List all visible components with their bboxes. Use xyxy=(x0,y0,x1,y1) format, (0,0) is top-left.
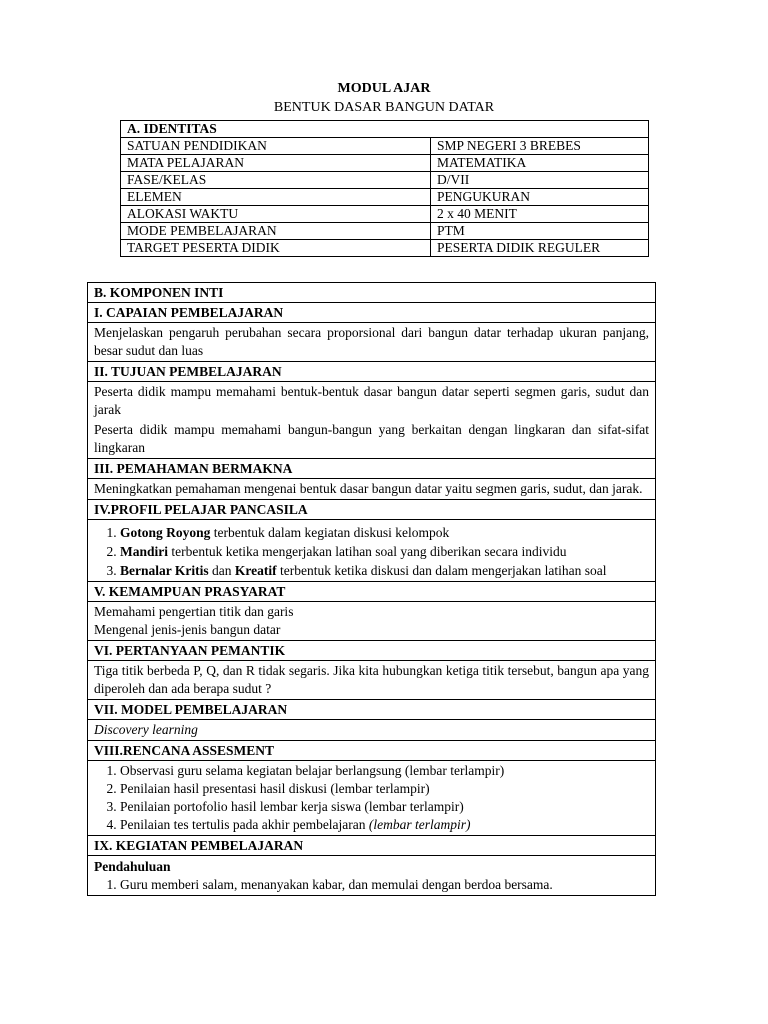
list-item xyxy=(120,561,649,580)
identitas-key: TARGET PESERTA DIDIK xyxy=(121,240,431,257)
identitas-value: D/VII xyxy=(431,172,649,189)
table-row xyxy=(121,155,649,172)
identitas-key: ELEMEN xyxy=(121,189,431,206)
assesment-item-text: Penilaian tes tertulis pada akhir pembelajaran xyxy=(120,817,369,832)
kegiatan-heading: IX. KEGIATAN PEMBELAJARAN xyxy=(88,836,656,856)
table-row xyxy=(121,206,649,223)
tujuan-paragraph: Peserta didik mampu memahami bangun-bangun yang berkaitan dengan lingkaran dan sifat-sifat lingkaran xyxy=(94,422,649,455)
assesment-heading: VIII.RENCANA ASSESMENT xyxy=(88,741,656,761)
profil-item-label: Mandiri xyxy=(120,544,169,559)
table-row xyxy=(121,189,649,206)
pemahaman-text: Meningkatkan pemahaman mengenai bentuk dasar bangun datar yaitu segmen garis, sudut, dan jarak. xyxy=(88,479,656,500)
identitas-value: PTM xyxy=(431,223,649,240)
prasyarat-content xyxy=(88,602,656,641)
kegiatan-subheading: Pendahuluan xyxy=(94,859,171,874)
profil-heading: IV.PROFIL PELAJAR PANCASILA xyxy=(88,500,656,520)
table-row xyxy=(121,172,649,189)
profil-content xyxy=(88,520,656,582)
table-row xyxy=(121,223,649,240)
identitas-heading-row xyxy=(121,121,649,138)
identitas-key: SATUAN PENDIDIKAN xyxy=(121,138,431,155)
profil-item-label: Bernalar Kritis xyxy=(120,563,209,578)
profil-item-label: Kreatif xyxy=(234,563,277,578)
identitas-value: MATEMATIKA xyxy=(431,155,649,172)
assesment-item-note: (lembar terlampir) xyxy=(368,817,471,832)
document-subtitle: BENTUK DASAR BANGUN DATAR xyxy=(273,100,495,115)
kegiatan-list xyxy=(94,876,649,894)
identitas-key: MODE PEMBELAJARAN xyxy=(121,223,431,240)
identitas-heading: A. IDENTITAS xyxy=(121,121,649,138)
tujuan-content xyxy=(88,382,656,459)
list-item: 1. Guru memberi salam, menanyakan kabar, dan memulai dengan berdoa bersama. xyxy=(120,876,649,894)
document-title: MODUL AJAR xyxy=(337,81,431,96)
profil-item-text: terbentuk ketika diskusi dan dalam mengerjakan latihan soal xyxy=(276,563,607,578)
prasyarat-heading: V. KEMAMPUAN PRASYARAT xyxy=(88,582,656,602)
identitas-value: PENGUKURAN xyxy=(431,189,649,206)
profil-item-text: dan xyxy=(208,563,235,578)
list-item: 2. Penilaian hasil presentasi hasil diskusi (lembar terlampir) xyxy=(120,780,649,798)
identitas-value: PESERTA DIDIK REGULER xyxy=(431,240,649,257)
identitas-key: FASE/KELAS xyxy=(121,172,431,189)
identitas-value: SMP NEGERI 3 BREBES xyxy=(431,138,649,155)
identitas-value: 2 x 40 MENIT xyxy=(431,206,649,223)
tujuan-heading: II. TUJUAN PEMBELAJARAN xyxy=(88,362,656,382)
profil-item-text: terbentuk dalam kegiatan diskusi kelompok xyxy=(210,525,450,540)
list-item xyxy=(120,542,649,561)
model-heading: VII. MODEL PEMBELAJARAN xyxy=(88,700,656,720)
table-row xyxy=(121,240,649,257)
komponen-heading: B. KOMPONEN INTI xyxy=(88,283,656,303)
pemahaman-heading: III. PEMAHAMAN BERMAKNA xyxy=(88,459,656,479)
assesment-list xyxy=(94,762,649,834)
capaian-text: Menjelaskan pengaruh perubahan secara proporsional dari bangun datar terhadap ukuran panjang, besar sudut dan luas xyxy=(88,323,656,362)
tujuan-paragraph: Peserta didik mampu memahami bentuk-bentuk dasar bangun datar seperti segmen garis, sudut dan jarak xyxy=(94,384,649,417)
profil-list xyxy=(94,523,649,580)
capaian-heading: I. CAPAIAN PEMBELAJARAN xyxy=(88,303,656,323)
pemantik-heading: VI. PERTANYAAN PEMANTIK xyxy=(88,641,656,661)
prasyarat-line: Memahami pengertian titik dan garis xyxy=(94,604,294,619)
pemantik-text: Tiga titik berbeda P, Q, dan R tidak segaris. Jika kita hubungkan ketiga titik tersebut, bangun apa yang diperoleh dan ada berapa sudut ? xyxy=(88,661,656,700)
list-item xyxy=(120,816,649,834)
identitas-key: MATA PELAJARAN xyxy=(121,155,431,172)
list-item xyxy=(120,523,649,542)
model-text: Discovery learning xyxy=(88,720,656,741)
kegiatan-content xyxy=(88,856,656,896)
table-row xyxy=(121,138,649,155)
identitas-key: ALOKASI WAKTU xyxy=(121,206,431,223)
list-item: 3. Penilaian portofolio hasil lembar kerja siswa (lembar terlampir) xyxy=(120,798,649,816)
prasyarat-line: Mengenal jenis-jenis bangun datar xyxy=(94,622,281,637)
profil-item-text: terbentuk ketika mengerjakan latihan soal yang diberikan secara individu xyxy=(168,544,567,559)
identitas-table xyxy=(120,120,649,257)
assesment-content xyxy=(88,761,656,836)
komponen-inti-table xyxy=(87,282,656,896)
list-item: 1. Observasi guru selama kegiatan belajar berlangsung (lembar terlampir) xyxy=(120,762,649,780)
profil-item-label: Gotong Royong xyxy=(120,525,211,540)
